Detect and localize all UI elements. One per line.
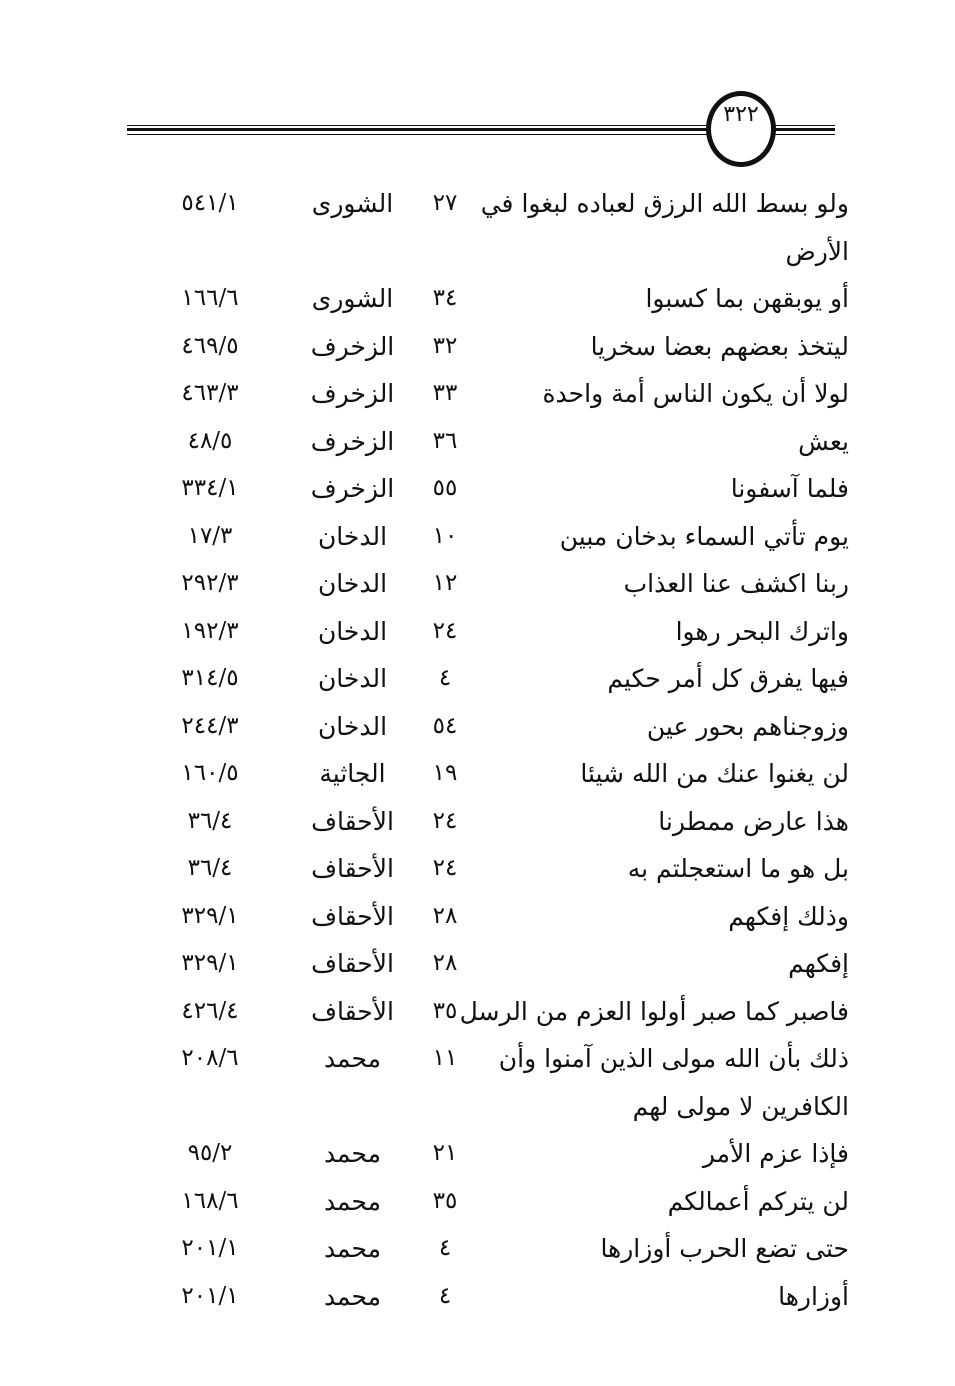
ayah-number: ٣٥ xyxy=(432,997,458,1024)
volume-page-ref: ١٧/٣ xyxy=(187,522,233,549)
surah-name: محمد xyxy=(323,1234,382,1263)
index-row xyxy=(0,1225,955,1273)
verse-text: إفكهم xyxy=(788,949,849,978)
index-row xyxy=(0,418,955,466)
verse-text: لن يغنوا عنك من الله شيئا xyxy=(580,759,849,788)
surah-name: الشورى xyxy=(311,284,394,313)
index-row xyxy=(0,608,955,656)
volume-page-ref: ٩٥/٢ xyxy=(187,1140,233,1166)
volume-page-ref: ١٩٢/٣ xyxy=(181,617,239,644)
volume-page-ref: ٢٠١/١ xyxy=(181,1282,239,1309)
verse-text: واترك البحر رهوا xyxy=(675,616,849,646)
surah-name: الدخان xyxy=(317,616,388,646)
surah-name: الدخان xyxy=(317,664,388,693)
verse-text: لن يتركم أعمالكم xyxy=(667,1186,849,1216)
verse-text: فيها يفرق كل أمر حكيم xyxy=(607,664,849,693)
ayah-number: ١٩ xyxy=(432,760,458,786)
verse-text: أو يوبقهن بما كسبوا xyxy=(645,284,849,313)
ayah-number: ٣٦ xyxy=(432,427,458,454)
ayah-number: ٤ xyxy=(438,1282,452,1309)
index-row xyxy=(0,228,955,276)
index-row xyxy=(0,370,955,418)
index-row xyxy=(0,750,955,798)
index-row xyxy=(0,655,955,703)
volume-page-ref: ٥٤١/١ xyxy=(181,190,239,216)
volume-page-ref: ٤٢٦/٤ xyxy=(181,997,239,1024)
verse-text: لولا أن يكون الناس أمة واحدة xyxy=(542,379,849,408)
verse-text: وزوجناهم بحور عين xyxy=(646,711,849,741)
index-row xyxy=(0,1273,955,1321)
surah-name: الأحقاف xyxy=(311,949,394,978)
surah-name: الأحقاف xyxy=(311,854,394,883)
surah-name: الأحقاف xyxy=(311,806,394,836)
surah-name: محمد xyxy=(323,1281,382,1311)
ayah-number: ٢٤ xyxy=(432,855,458,881)
ayah-number: ٢٨ xyxy=(432,902,458,929)
index-row xyxy=(0,988,955,1036)
volume-page-ref: ١٦٠/٥ xyxy=(181,760,239,786)
volume-page-ref: ٤٦٩/٥ xyxy=(181,332,239,359)
verse-text: ولو بسط الله الرزق لعباده لبغوا في xyxy=(480,189,849,218)
volume-page-ref: ٢٤٤/٣ xyxy=(181,712,239,739)
index-row xyxy=(0,560,955,608)
index-row xyxy=(0,798,955,846)
volume-page-ref: ٢٩٢/٣ xyxy=(181,570,239,596)
verse-text: ربنا اكشف عنا العذاب xyxy=(623,569,849,598)
verse-text: فإذا عزم الأمر xyxy=(702,1139,849,1168)
verse-text: حتى تضع الحرب أوزارها xyxy=(600,1234,849,1263)
ayah-number: ٣٥ xyxy=(432,1187,458,1214)
page-number-oval xyxy=(706,91,776,167)
ayah-number: ٥٤ xyxy=(432,712,458,739)
ayah-number: ١٠ xyxy=(432,522,458,549)
verse-text: ذلك بأن الله مولى الذين آمنوا وأن xyxy=(498,1044,849,1073)
volume-page-ref: ٣٣٤/١ xyxy=(181,475,239,501)
verse-text: فاصبر كما صبر أولوا العزم من الرسل xyxy=(459,996,849,1026)
surah-name: الزخرف xyxy=(310,474,395,503)
volume-page-ref: ٤٨/٥ xyxy=(187,427,233,454)
surah-name: محمد xyxy=(323,1186,382,1216)
ayah-number: ٣٤ xyxy=(432,285,458,311)
ayah-number: ٢٧ xyxy=(432,190,458,216)
index-row xyxy=(0,275,955,323)
index-row xyxy=(0,465,955,513)
ayah-number: ٢٤ xyxy=(432,807,458,834)
ayah-number: ٢٤ xyxy=(432,617,458,644)
surah-name: الدخان xyxy=(317,521,388,551)
volume-page-ref: ٤٦٣/٣ xyxy=(181,380,239,406)
verse-text: بل هو ما استعجلتم به xyxy=(627,854,849,883)
surah-name: الدخان xyxy=(317,711,388,741)
surah-name: الدخان xyxy=(317,569,388,598)
volume-page-ref: ٣١٤/٥ xyxy=(181,665,239,691)
index-row xyxy=(0,893,955,941)
ayah-number: ٤ xyxy=(438,1235,452,1261)
verse-text: أوزارها xyxy=(778,1281,849,1311)
verse-text: وذلك إفكهم xyxy=(728,901,849,931)
surah-name: الأحقاف xyxy=(311,901,394,931)
verse-text: هذا عارض ممطرنا xyxy=(658,806,849,836)
index-row xyxy=(0,1035,955,1083)
index-row xyxy=(0,703,955,751)
volume-page-ref: ١٦٦/٦ xyxy=(181,285,239,311)
surah-name: الزخرف xyxy=(310,331,395,361)
volume-page-ref: ٣٦/٤ xyxy=(187,807,233,834)
ayah-number: ٤ xyxy=(438,665,452,691)
volume-page-ref: ٣٦/٤ xyxy=(187,855,233,881)
volume-page-ref: ٣٢٩/١ xyxy=(181,902,239,929)
index-row xyxy=(0,940,955,988)
surah-name: الزخرف xyxy=(310,426,395,456)
ayah-number: ٥٥ xyxy=(432,475,458,501)
volume-page-ref: ٢٠١/١ xyxy=(181,1235,239,1261)
ayah-number: ١١ xyxy=(432,1045,458,1071)
ayah-number: ٢٨ xyxy=(432,950,458,976)
index-row xyxy=(0,180,955,228)
ayah-number: ٣٢ xyxy=(432,332,458,359)
verse-text: يعش xyxy=(798,426,849,456)
index-row xyxy=(0,845,955,893)
surah-name: الشورى xyxy=(311,189,394,218)
verse-text: الأرض xyxy=(785,236,849,266)
ayah-number: ٣٣ xyxy=(432,380,458,406)
surah-name: الزخرف xyxy=(310,379,395,408)
volume-page-ref: ٢٠٨/٦ xyxy=(181,1045,239,1071)
verse-text: يوم تأتي السماء بدخان مبين xyxy=(559,521,849,551)
ayah-number: ٢١ xyxy=(432,1140,458,1166)
surah-name: الأحقاف xyxy=(311,996,394,1026)
verse-index-table xyxy=(0,180,955,1320)
index-row xyxy=(0,513,955,561)
surah-name: محمد xyxy=(323,1139,382,1168)
index-row xyxy=(0,1178,955,1226)
index-row xyxy=(0,323,955,371)
surah-name: الجاثية xyxy=(319,759,386,788)
ayah-number: ١٢ xyxy=(432,570,458,596)
verse-text: ليتخذ بعضهم بعضا سخريا xyxy=(590,331,849,361)
index-row xyxy=(0,1083,955,1131)
volume-page-ref: ٣٢٩/١ xyxy=(181,950,239,976)
verse-text: فلما آسفونا xyxy=(730,474,849,503)
surah-name: محمد xyxy=(323,1044,382,1073)
verse-text: الكافرين لا مولى لهم xyxy=(632,1091,849,1121)
index-row xyxy=(0,1130,955,1178)
volume-page-ref: ١٦٨/٦ xyxy=(181,1187,239,1214)
page-number: ٣٢٢ xyxy=(723,102,759,127)
